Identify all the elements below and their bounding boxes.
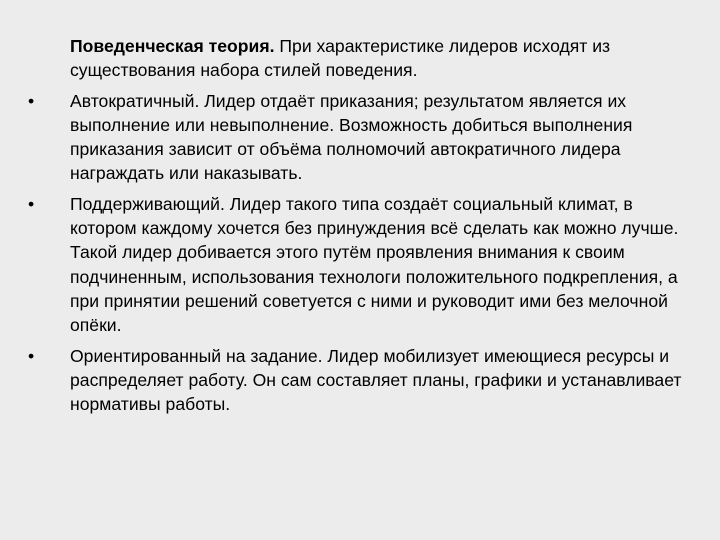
bullet-text: Ориентированный на задание. Лидер мобилизует имеющиеся ресурсы и распределяет работу. Он сам составляет планы, графики и устанавливает нормативы работы.	[70, 345, 682, 415]
bullet-text: Автократичный. Лидер отдаёт приказания; результатом является их выполнение или невыполнение. Возможность добиться выполнения приказания зависит от объёма полномочий автократичного лидера награждать или наказывать.	[70, 90, 633, 184]
bullet-item-supportive	[28, 192, 688, 338]
bullet-text: Поддерживающий. Лидер такого типа создаёт социальный климат, в котором каждому хочется без принуждения всё сделать как можно лучше. Такой лидер добивается этого путём проявления внимания к своим подчиненным, использования технологи положительного подкрепления, а при принятии решений советуется с ними и руководит ими без мелочной опёки.	[70, 193, 679, 336]
bullet-icon: •	[28, 345, 35, 366]
slide-content	[28, 34, 688, 422]
intro-term: Поведенческая теория.	[70, 36, 275, 56]
bullet-item-autocratic	[28, 89, 688, 186]
bullet-icon: •	[28, 193, 35, 214]
intro-paragraph	[28, 34, 688, 83]
bullet-icon: •	[28, 90, 35, 111]
bullet-item-task-oriented	[28, 344, 688, 417]
intro-text: При характеристике лидеров исходят из существования набора стилей поведения.	[70, 36, 611, 81]
